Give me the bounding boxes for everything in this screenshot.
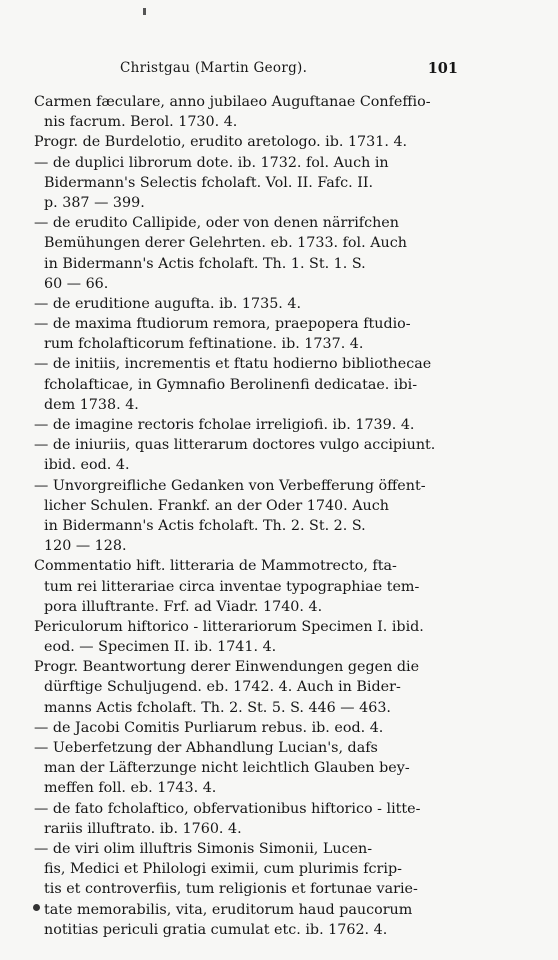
text-line: 60 — 66. — [44, 275, 109, 292]
text-line: Commentatio hift. litteraria de Mammotrecto, fta- — [34, 558, 397, 575]
text-line: — Ueberfetzung der Abhandlung Lucian's, dafs — [34, 740, 378, 756]
text-line: Carmen fæculare, anno jubilaeo Auguftanae Confeffio- — [34, 94, 431, 110]
text-line: tis et controverfiis, tum religionis et fortunae varie- — [44, 881, 418, 898]
text-line: — Unvorgreifliche Gedanken von Verbefferung öffent- — [34, 477, 426, 494]
text-line: — de maxima ftudiorum remora, praepopera ftudio- — [34, 316, 411, 333]
text-line: Bidermann's Selectis fcholaft. Vol. II. Fafc. II. — [44, 174, 374, 191]
text-line: notitias periculi gratia cumulat etc. ib. 1762. 4. — [44, 921, 388, 938]
text-line: fcholafticae, in Gymnafio Berolinenfi dedicatae. ibi- — [44, 376, 418, 393]
text-line: in Bidermann's Actis fcholaft. Th. 1. St. 1. S. — [44, 255, 366, 272]
text-line: Periculorum hiftorico - litterariorum Specimen I. ibid. — [34, 618, 424, 635]
text-line: eod. — Specimen II. ib. 1741. 4. — [44, 639, 277, 656]
text-line: — de duplici librorum dote. ib. 1732. fol. Auch in — [34, 154, 389, 171]
text-line: — de eruditione augufta. ib. 1735. 4. — [34, 295, 302, 312]
text-line: dürftige Schuljugend. eb. 1742. 4. Auch in Bider- — [44, 679, 401, 696]
text-line: rum fcholafticorum feftinatione. ib. 1737. 4. — [44, 336, 364, 353]
text-line: pora illuftrante. Frf. ad Viadr. 1740. 4. — [44, 598, 323, 615]
text-line: nis facrum. Berol. 1730. 4. — [44, 114, 238, 131]
text-line: — de iniuriis, quas litterarum doctores vulgo accipiunt. — [34, 437, 436, 454]
text-line: — de initiis, incrementis et ftatu hodierno bibliothecae — [34, 356, 432, 373]
text-line: tum rei litterariae circa inventae typographiae tem- — [44, 578, 420, 595]
text-line: rariis illuftrato. ib. 1760. 4. — [44, 820, 242, 837]
text-line: — de Jacobi Comitis Purliarum rebus. ib. eod. 4. — [34, 719, 384, 736]
text-line: — de erudito Callipide, oder von denen närrifchen — [34, 215, 399, 232]
text-line: fis, Medici et Philologi eximii, cum plurimis fcrip- — [44, 861, 402, 878]
text-line: p. 387 — 399. — [44, 194, 145, 211]
text-line: in Bidermann's Actis fcholaft. Th. 2. St. 2. S. — [44, 517, 366, 534]
running-header: Christgau (Martin Georg). — [120, 60, 308, 76]
text-line: tate memorabilis, vita, eruditorum haud paucorum — [44, 901, 413, 918]
text-line: — de viri olim illuftris Simonis Simonii, Lucen- — [34, 840, 373, 857]
text-line: dem 1738. 4. — [44, 396, 139, 413]
text-line: man der Läfterzunge nicht leichtlich Glauben bey- — [44, 760, 410, 777]
text-line: 120 — 128. — [44, 538, 127, 555]
text-line: meffen foll. eb. 1743. 4. — [44, 780, 217, 797]
ink-mark — [143, 8, 146, 15]
text-line: Bemühungen derer Gelehrten. eb. 1733. fol. Auch — [44, 235, 407, 252]
text-line: — de fato fcholaftico, obfervationibus hiftorico - litte- — [34, 800, 421, 817]
text-line: licher Schulen. Frankf. an der Oder 1740. Auch — [44, 497, 389, 514]
text-line: — de imagine rectoris fcholae irreligiofi. ib. 1739. 4. — [34, 417, 415, 433]
page-number: 101 — [427, 60, 458, 77]
bibliography-entries — [34, 92, 458, 940]
ink-spot — [33, 904, 40, 911]
text-line: Progr. Beantwortung derer Einwendungen gegen die — [34, 659, 420, 676]
text-line: Progr. de Burdelotio, erudito aretologo. ib. 1731. 4. — [34, 134, 408, 151]
text-line: ibid. eod. 4. — [44, 457, 130, 474]
text-line: manns Actis fcholaft. Th. 2. St. 5. S. 446 — 463. — [44, 699, 391, 716]
